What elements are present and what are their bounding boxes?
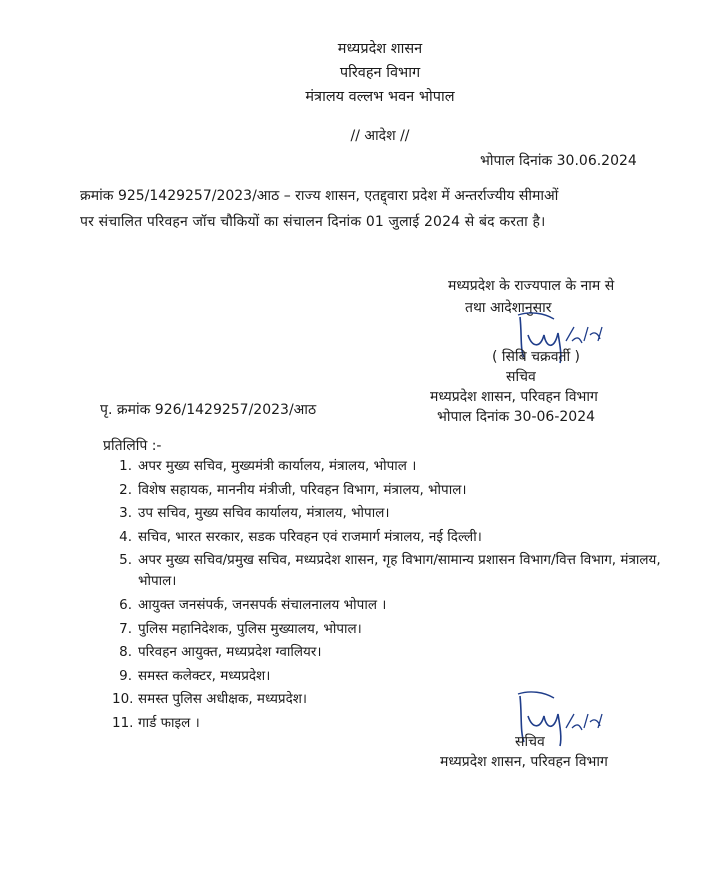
header-address: मंत्रालय वल्लभ भवन भोपाल xyxy=(305,89,455,105)
signatory1-authority-line1: मध्यप्रदेश के राज्यपाल के नाम से xyxy=(448,278,615,294)
list-item xyxy=(112,503,672,524)
list-item-number: 7. xyxy=(119,620,132,637)
list-item xyxy=(112,666,672,687)
signatory1-date: भोपाल दिनांक 30-06-2024 xyxy=(437,409,596,425)
signatory2-department: मध्यप्रदेश शासन, परिवहन विभाग xyxy=(440,754,608,770)
list-item xyxy=(112,456,672,477)
copy-heading: प्रतिलिपि :- xyxy=(103,438,162,454)
list-item-number: 1. xyxy=(119,458,132,474)
list-item xyxy=(112,480,672,501)
list-item-text: सचिव, भारत सरकार, सडक परिवहन एवं राजमार्ग मंत्रालय, नई दिल्ली। xyxy=(138,528,482,545)
list-item-text: अपर मुख्य सचिव, मुख्यमंत्री कार्यालय, मंत्रालय, भोपाल । xyxy=(138,458,417,474)
list-item-number: 3. xyxy=(119,505,132,522)
list-item-text: समस्त पुलिस अधीक्षक, मध्यप्रदेश। xyxy=(138,691,308,708)
list-item xyxy=(112,642,672,663)
list-item-text: समस्त कलेक्टर, मध्यप्रदेश। xyxy=(138,667,271,684)
order-date: भोपाल दिनांक 30.06.2024 xyxy=(480,153,637,169)
list-item xyxy=(112,595,672,616)
list-item-number: 10. xyxy=(112,691,134,708)
list-item-number: 11. xyxy=(112,714,134,731)
list-item-text: गार्ड फाइल । xyxy=(138,714,200,731)
list-item-number: 2. xyxy=(119,481,132,498)
list-item-number: 9. xyxy=(119,667,132,684)
list-item xyxy=(112,619,672,640)
list-item xyxy=(112,550,672,592)
list-item-number: 8. xyxy=(119,644,132,661)
endorsement-number: पृ. क्रमांक 926/1429257/2023/आठ xyxy=(100,402,317,418)
order-body-line1: क्रमांक 925/1429257/2023/आठ – राज्य शासन, एतद्द्वारा प्रदेश में अन्तर्राज्यीय सीमाओं xyxy=(80,188,559,204)
signatory1-department: मध्यप्रदेश शासन, परिवहन विभाग xyxy=(430,389,598,405)
list-item-text: उप सचिव, मुख्य सचिव कार्यालय, मंत्रालय, भोपाल। xyxy=(138,505,390,522)
list-item-text: अपर मुख्य सचिव/प्रमुख सचिव, मध्यप्रदेश शासन, गृह विभाग/सामान्य प्रशासन विभाग/वित्त विभाग, मंत्रालय, भोपाल। xyxy=(138,552,661,590)
order-body xyxy=(80,183,650,235)
list-item-number: 6. xyxy=(119,596,132,613)
list-item-text: परिवहन आयुक्त, मध्यप्रदेश ग्वालियर। xyxy=(138,644,322,661)
signatory1-title: सचिव xyxy=(506,369,536,385)
list-item-text: पुलिस महानिदेशक, पुलिस मुख्यालय, भोपाल। xyxy=(138,620,362,637)
signatory1-name: ( सिबि चक्रवर्ती ) xyxy=(492,349,581,365)
list-item-number: 5. xyxy=(119,552,132,569)
header-government: मध्यप्रदेश शासन xyxy=(337,41,423,57)
list-item-text: विशेष सहायक, माननीय मंत्रीजी, परिवहन विभाग, मंत्रालय, भोपाल। xyxy=(138,481,467,498)
list-item-text: आयुक्त जनसंपर्क, जनसपर्क संचालनालय भोपाल । xyxy=(138,596,387,613)
list-item xyxy=(112,527,672,548)
header-department: परिवहन विभाग xyxy=(339,65,421,81)
signatory1-authority-line2: तथा आदेशानुसार xyxy=(465,300,552,316)
list-item-number: 4. xyxy=(119,528,132,545)
signatory2-title: सचिव xyxy=(515,734,545,750)
order-title: // आदेश // xyxy=(350,128,410,144)
order-body-line2: पर संचालित परिवहन जॉच चौकियों का संचालन दिनांक 01 जुलाई 2024 से बंद करता है। xyxy=(80,214,546,230)
